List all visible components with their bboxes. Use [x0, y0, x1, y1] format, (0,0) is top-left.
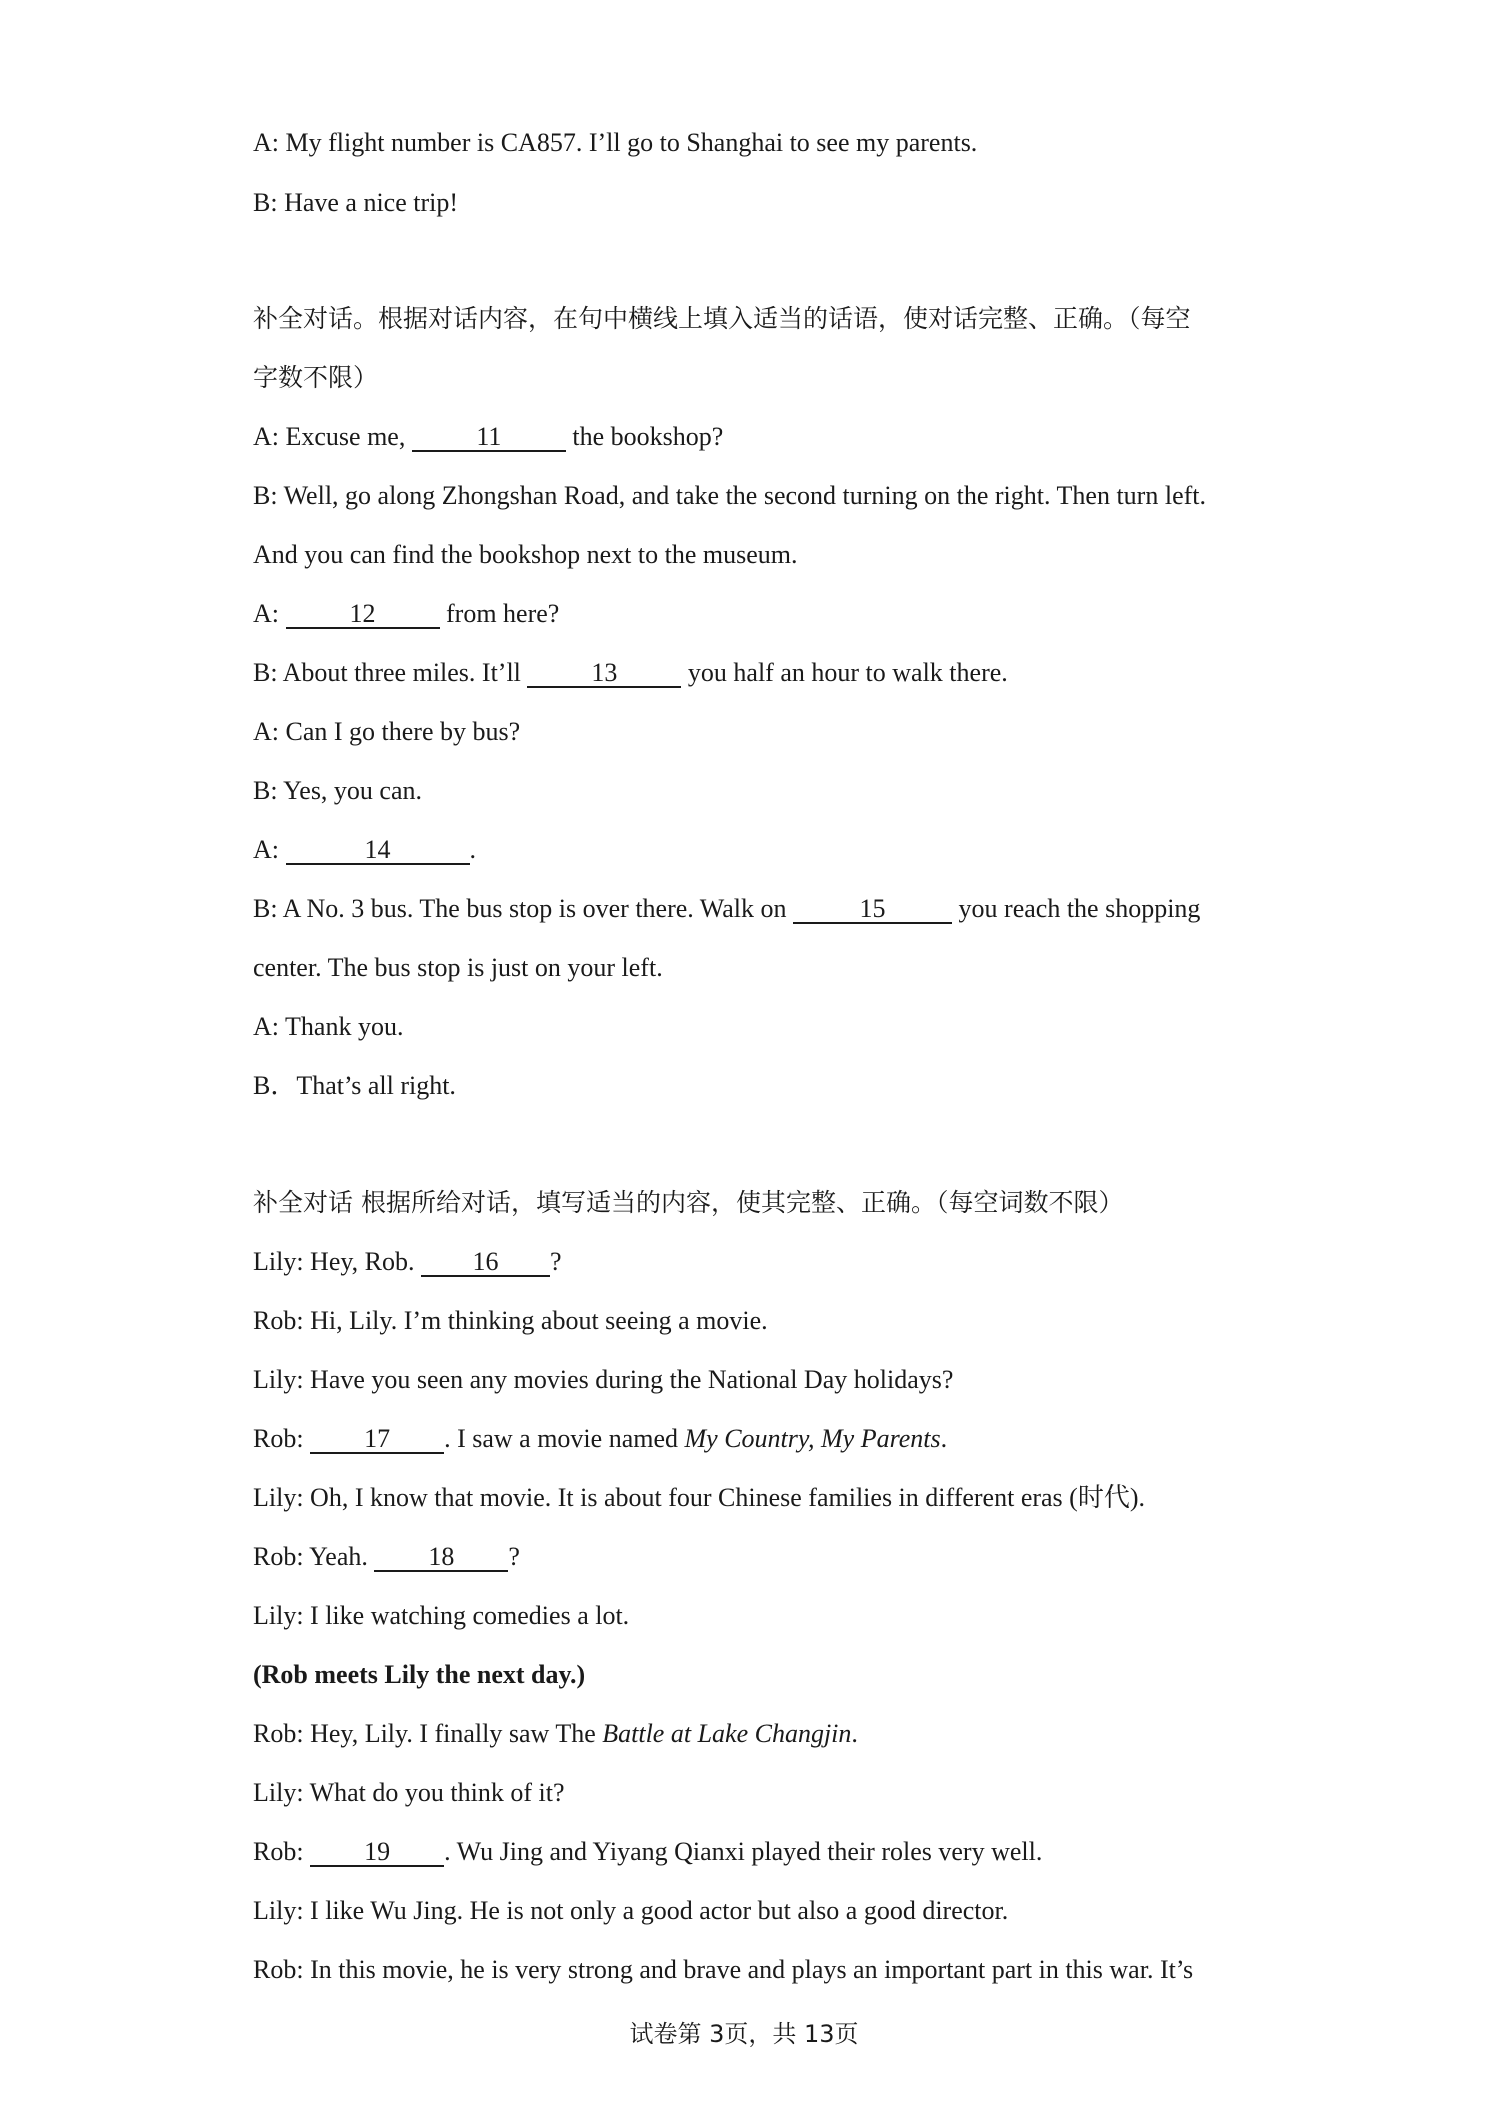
- dialogue-line: Lily: Have you seen any movies during the National Day holidays?: [253, 1365, 954, 1394]
- movie-title: Battle at Lake Changjin: [602, 1719, 852, 1748]
- line-text: ?: [550, 1247, 562, 1276]
- dialogue-line: Lily: What do you think of it?: [253, 1778, 565, 1807]
- movie-title: My Country, My Parents: [684, 1424, 941, 1453]
- dialogue-line: B: Well, go along Zhongshan Road, and take the second turning on the right. Then turn left.: [253, 481, 1206, 510]
- dialogue-line: Lily: I like Wu Jing. He is not only a good actor but also a good director.: [253, 1896, 1009, 1925]
- line-text: Lily: Hey, Rob.: [253, 1247, 422, 1276]
- line-text: Rob:: [253, 1837, 311, 1866]
- dialogue-line: B．That’s all right.: [253, 1071, 456, 1100]
- dialogue-line: B: Have a nice trip!: [253, 188, 459, 217]
- line-text: Rob:: [253, 1424, 311, 1453]
- line-text: Rob: Hey, Lily. I finally saw The: [253, 1719, 603, 1748]
- answer-blank-15[interactable]: 15: [793, 896, 952, 924]
- answer-blank-17[interactable]: 17: [310, 1426, 444, 1454]
- line-text: .: [469, 835, 476, 864]
- line-text: A:: [253, 599, 286, 628]
- dialogue-line: center. The bus stop is just on your left.: [253, 953, 663, 982]
- dialogue-line: [253, 420, 723, 454]
- line-text: the bookshop?: [565, 422, 724, 451]
- answer-blank-12[interactable]: 12: [286, 601, 440, 629]
- line-text: . I saw a movie named: [444, 1424, 685, 1453]
- dialogue-line: [253, 656, 1008, 690]
- answer-blank-16[interactable]: 16: [421, 1249, 550, 1277]
- dialogue-line: B: Yes, you can.: [253, 776, 423, 805]
- page-footer: 试卷第 3页，共 13页: [629, 2020, 859, 2048]
- dialogue-line: [253, 597, 559, 631]
- dialogue-line: A: Can I go there by bus?: [253, 717, 521, 746]
- dialogue-line: Rob: Hi, Lily. I’m thinking about seeing a movie.: [253, 1306, 768, 1335]
- line-text: you reach the shopping: [952, 894, 1201, 923]
- line-text: you half an hour to walk there.: [681, 658, 1008, 687]
- answer-blank-19[interactable]: 19: [310, 1839, 444, 1867]
- dialogue-line: [253, 1835, 1042, 1869]
- answer-blank-11[interactable]: 11: [412, 424, 566, 452]
- section-instruction: 补全对话 根据所给对话，填写适当的内容，使其完整、正确。（每空词数不限）: [253, 1188, 1124, 1217]
- line-text: . Wu Jing and Yiyang Qianxi played their roles very well.: [444, 1837, 1043, 1866]
- line-text: B: A No. 3 bus. The bus stop is over there. Walk on: [253, 894, 794, 923]
- answer-blank-18[interactable]: 18: [374, 1544, 508, 1572]
- dialogue-line: [253, 1717, 858, 1751]
- dialogue-line: A: My flight number is CA857. I’ll go to Shanghai to see my parents.: [253, 128, 978, 157]
- dialogue-line: Lily: Oh, I know that movie. It is about four Chinese families in different eras (时代).: [253, 1483, 1145, 1512]
- line-text: B: About three miles. It’ll: [253, 658, 528, 687]
- dialogue-line: [253, 833, 476, 867]
- answer-blank-13[interactable]: 13: [527, 660, 681, 688]
- scene-note: (Rob meets Lily the next day.): [253, 1660, 586, 1689]
- line-text: .: [940, 1424, 948, 1453]
- line-text: .: [851, 1719, 858, 1748]
- line-text: A: Excuse me,: [253, 422, 412, 451]
- dialogue-line: [253, 1245, 562, 1279]
- dialogue-line: [253, 892, 1200, 926]
- line-text: Rob: Yeah.: [253, 1542, 375, 1571]
- dialogue-line: [253, 1422, 947, 1456]
- line-text: from here?: [439, 599, 560, 628]
- section-instruction: 字数不限）: [253, 363, 379, 392]
- dialogue-line: [253, 1540, 520, 1574]
- line-text: ?: [508, 1542, 520, 1571]
- dialogue-line: Rob: In this movie, he is very strong and brave and plays an important part in this war. It’s: [253, 1955, 1194, 1984]
- dialogue-line: Lily: I like watching comedies a lot.: [253, 1601, 630, 1630]
- dialogue-line: And you can find the bookshop next to the museum.: [253, 540, 798, 569]
- line-text: A:: [253, 835, 286, 864]
- answer-blank-14[interactable]: 14: [286, 837, 470, 865]
- section-instruction: 补全对话。根据对话内容，在句中横线上填入适当的话语，使对话完整、正确。（每空: [253, 304, 1191, 333]
- dialogue-line: A: Thank you.: [253, 1012, 404, 1041]
